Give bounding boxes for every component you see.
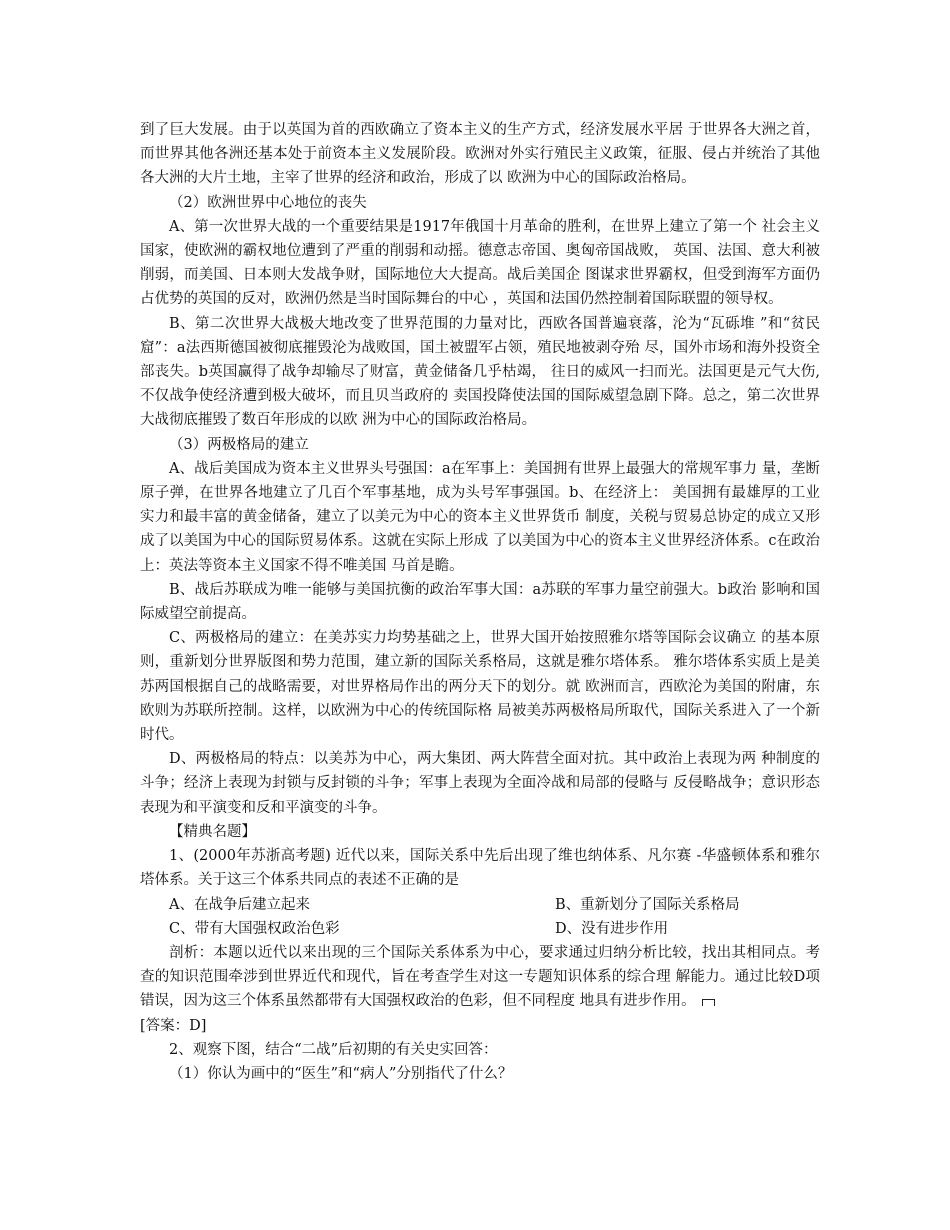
paragraph-ww1: A、第一次世界大战的一个重要结果是1917年俄国十月革命的胜利，在世界上建立了第一个 社会主义国家，使欧洲的霸权地位遭到了严重的削弱和动摇。德意志帝国、奥匈帝国战败， 英国、法国、意大利被削弱，而美国、日本则大发战争财，国际地位大大提高。战后美国企 图谋求世界霸权，但受到海军方面仍占优势的英国的反对，欧洲仍然是当时国际舞台的中心 ，英国和法国仍然控制着国际联盟的领导权。 bbox=[140, 218, 820, 308]
bracket-mark-icon bbox=[702, 999, 715, 1006]
option-c: C、带有大国强权政治色彩 bbox=[169, 920, 340, 937]
question-2: 2、观察下图，结合“二战”后初期的有关史实回答： bbox=[169, 1041, 498, 1058]
options-row-1 bbox=[140, 893, 820, 917]
heading-bipolar-pattern: （3）两极格局的建立 bbox=[169, 436, 309, 453]
paragraph-usa-power: A、战后美国成为资本主义世界头号强国：a在军事上：美国拥有世界上最强大的常规军事力 量，垄断原子弹，在世界各地建立了几百个军事基地，成为头号军事强国。b、在经济上： 美国拥有最雄厚的工业实力和最丰富的黄金储备，建立了以美元为中心的资本主义世界货币 制度，关税与贸易总协定的成立又形成了以美国为中心的国际贸易体系。这就在实际上形成 了以美国为中心的资本主义世界经济体系。c在政治上：英法等资本主义国家不得不唯美国 马首是瞻。 bbox=[140, 460, 820, 574]
document-body bbox=[140, 118, 820, 1086]
option-a: A、在战争后建立起来 bbox=[169, 896, 310, 913]
heading-loss-of-europe-center: （2）欧洲世界中心地位的丧失 bbox=[169, 194, 367, 211]
analysis-text: 剖析：本题以近代以来出现的三个国际关系体系为中心，要求通过归纳分析比较，找出其相同点。考查的知识范围牵涉到世界近代和现代，旨在考查学生对这一专题知识体系的综合理 解能力。通过比较D项错误，因为这三个体系虽然都带有大国强权政治的色彩，但不同程度 地具有进步作用。 bbox=[140, 944, 820, 1010]
heading-classic-questions: 【精典名题】 bbox=[169, 823, 256, 840]
option-d: D、没有进步作用 bbox=[555, 920, 669, 937]
question-1: 1、(2000年苏浙高考题) 近代以来，国际关系中先后出现了维也纳体系、凡尔赛 -华盛顿体系和雅尔塔体系。关于这三个体系共同点的表述不正确的是 bbox=[140, 848, 820, 889]
paragraph-europe-center: 到了巨大发展。由于以英国为首的西欧确立了资本主义的生产方式，经济发展水平居 于世界各大洲之首，而世界其他各洲还基本处于前资本主义发展阶段。欧洲对外实行殖民主义政策，征服、侵占并统治了其他各大洲的大片土地，主宰了世界的经济和政治，形成了以 欧洲为中心的国际政治格局。 bbox=[140, 122, 820, 187]
paragraph-yalta-system: C、两极格局的建立：在美苏实力均势基础之上，世界大国开始按照雅尔塔等国际会议确立 的基本原则，重新划分世界版图和势力范围，建立新的国际关系格局，这就是雅尔塔体系。 雅尔塔体系实质上是美苏两国根据自己的战略需要，对世界格局作出的两分天下的划分。就 欧洲而言，西欧沦为美国的附庸，东欧则为苏联所控制。这样，以欧洲为中心的传统国际格 局被美苏两极格局所取代，国际关系进入了一个新时代。 bbox=[140, 630, 820, 744]
paragraph-ww2: B、第二次世界大战极大地改变了世界范围的力量对比，西欧各国普遍衰落，沦为“瓦砾堆 ”和“贫民窟”：a法西斯德国被彻底摧毁沦为战败国，国土被盟军占领，殖民地被剥夺殆 尽，国外市场和海外投资全部丧失。b英国赢得了战争却输尽了财富，黄金储备几乎枯竭， 往日的威风一扫而光。法国更是元气大伤,不仅战争使经济遭到极大破坏，而且贝当政府的 卖国投降使法国的国际威望急剧下降。总之，第二次世界大战彻底摧毁了数百年形成的以欧 洲为中心的国际政治格局。 bbox=[140, 315, 820, 429]
answer-line: [答案：D] bbox=[140, 1017, 207, 1034]
question-2-sub-1: （1）你认为画中的“医生”和“病人”分别指代了什么？ bbox=[169, 1065, 513, 1082]
paragraph-bipolar-features: D、两极格局的特点：以美苏为中心，两大集团、两大阵营全面对抗。其中政治上表现为两 种制度的斗争；经济上表现为封锁与反封锁的斗争；军事上表现为全面冷战和局部的侵略与 反侵略战争；意识形态表现为和平演变和反和平演变的斗争。 bbox=[140, 751, 820, 816]
paragraph-ussr-power: B、战后苏联成为唯一能够与美国抗衡的政治军事大国：a苏联的军事力量空前强大。b政治 影响和国际威望空前提高。 bbox=[140, 581, 820, 623]
options-row-2 bbox=[140, 917, 820, 941]
option-b: B、重新划分了国际关系格局 bbox=[555, 896, 740, 913]
analysis-paragraph bbox=[140, 941, 820, 1014]
